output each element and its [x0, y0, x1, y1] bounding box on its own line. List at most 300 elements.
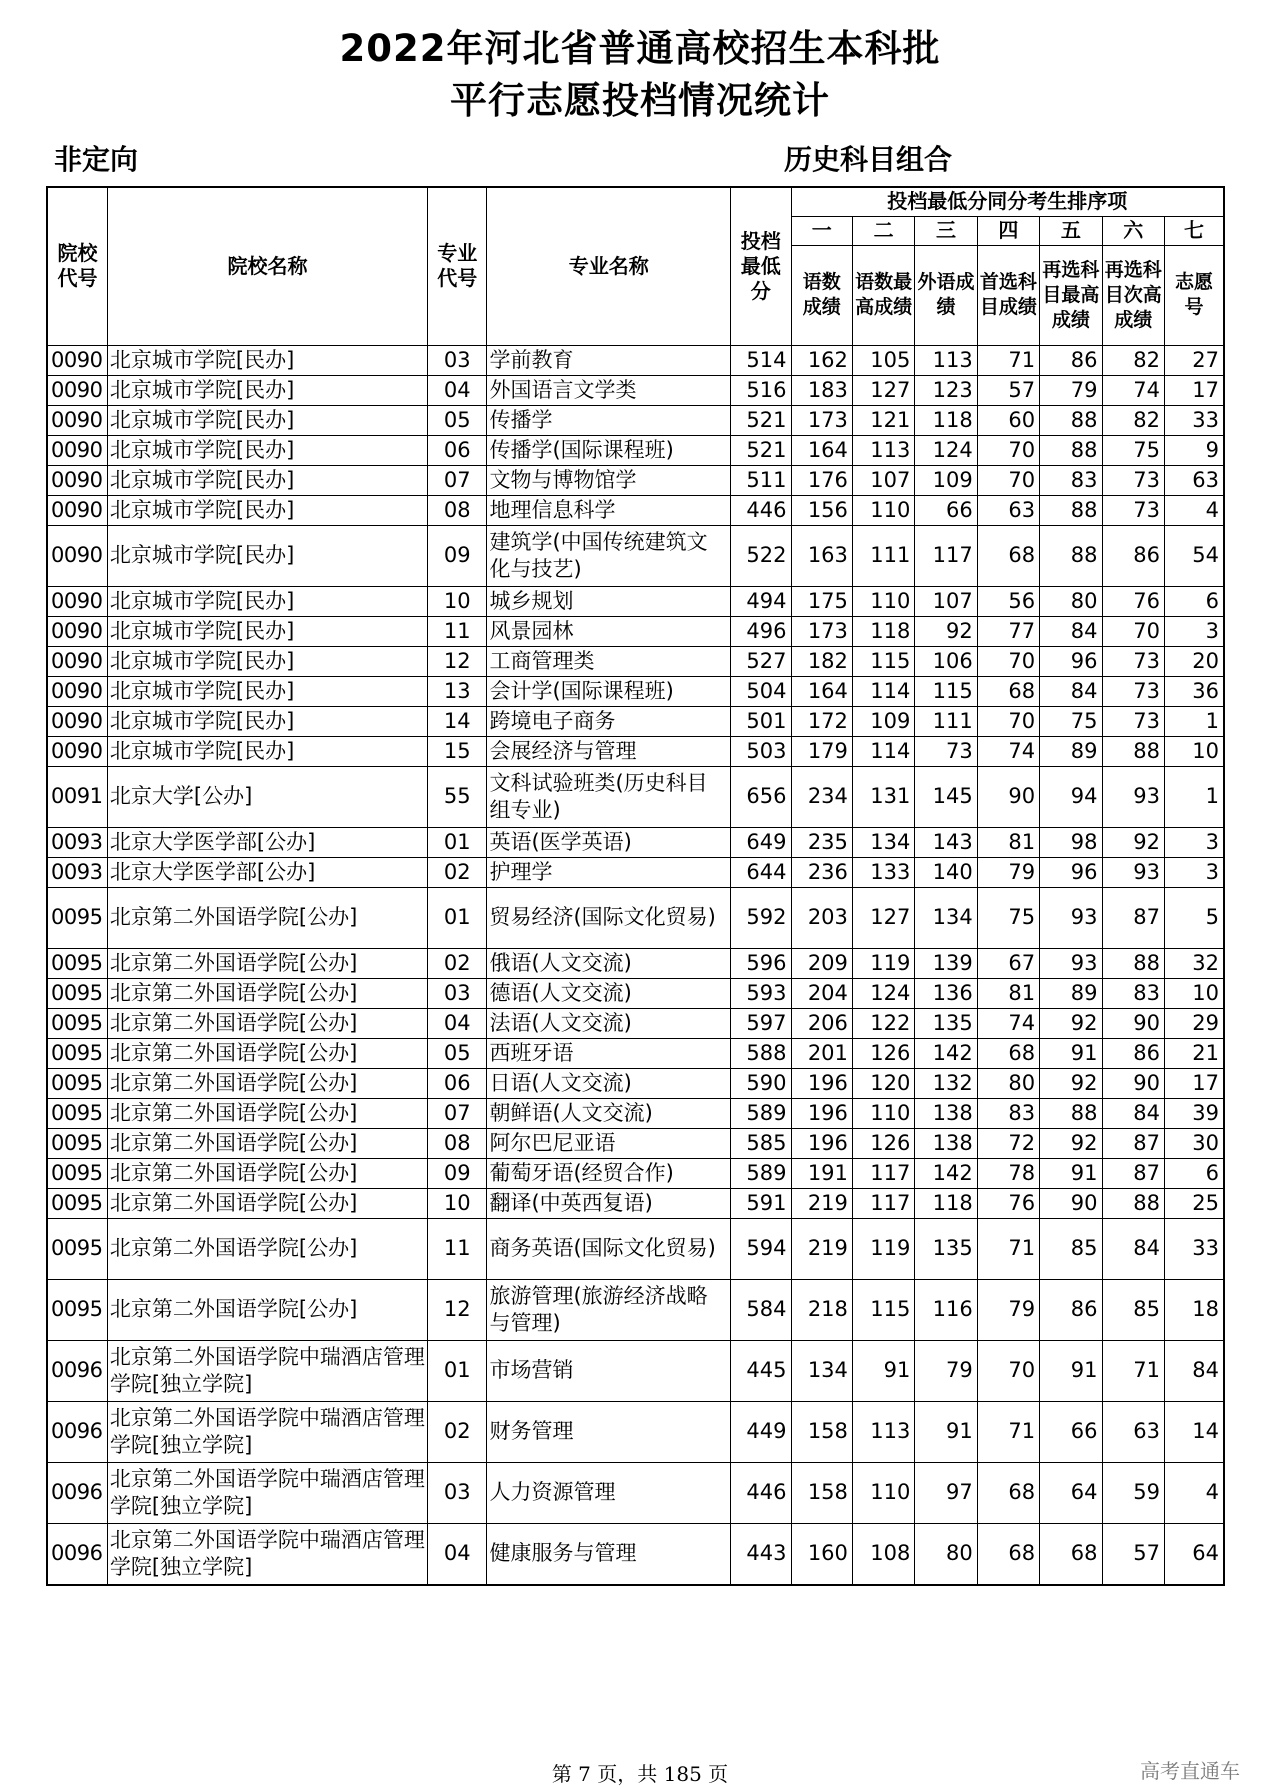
cell-c4: 81 — [977, 978, 1039, 1008]
cell-c2: 134 — [852, 827, 914, 857]
cell-c1: 162 — [791, 345, 852, 375]
cell-major-name: 市场营销 — [487, 1340, 731, 1401]
cell-c2: 127 — [852, 887, 914, 948]
cell-major-name: 工商管理类 — [487, 646, 731, 676]
cell-c2: 118 — [852, 616, 914, 646]
cell-c4: 70 — [977, 1340, 1039, 1401]
cell-school-code: 0095 — [47, 1068, 107, 1098]
header-order-6: 六 — [1102, 216, 1164, 245]
header-major-code: 专业代号 — [428, 187, 487, 345]
cell-c6: 92 — [1102, 827, 1164, 857]
cell-school-code: 0091 — [47, 766, 107, 827]
cell-school-code: 0090 — [47, 586, 107, 616]
cell-c5: 93 — [1040, 948, 1102, 978]
cell-c7: 4 — [1164, 1462, 1224, 1523]
cell-school-name: 北京第二外国语学院中瑞酒店管理学院[独立学院] — [107, 1462, 427, 1523]
cell-c7: 25 — [1164, 1188, 1224, 1218]
cell-c4: 60 — [977, 405, 1039, 435]
cell-school-code: 0090 — [47, 525, 107, 586]
cell-c5: 89 — [1040, 978, 1102, 1008]
cell-c7: 17 — [1164, 1068, 1224, 1098]
cell-major-name: 学前教育 — [487, 345, 731, 375]
cell-major-code: 11 — [428, 1218, 487, 1279]
cell-c1: 179 — [791, 736, 852, 766]
cell-school-code: 0095 — [47, 1008, 107, 1038]
header-tie-col-2: 语数最高成绩 — [852, 245, 914, 345]
cell-school-code: 0095 — [47, 1038, 107, 1068]
cell-c4: 74 — [977, 1008, 1039, 1038]
header-school-code: 院校代号 — [47, 187, 107, 345]
cell-min-score: 511 — [731, 465, 791, 495]
cell-major-name: 阿尔巴尼亚语 — [487, 1128, 731, 1158]
cell-c1: 235 — [791, 827, 852, 857]
cell-c3: 145 — [915, 766, 977, 827]
cell-c3: 142 — [915, 1038, 977, 1068]
cell-c6: 93 — [1102, 857, 1164, 887]
cell-c3: 80 — [915, 1523, 977, 1585]
cell-c5: 88 — [1040, 1098, 1102, 1128]
cell-school-code: 0095 — [47, 978, 107, 1008]
table-row — [47, 1098, 1224, 1128]
cell-c7: 30 — [1164, 1128, 1224, 1158]
cell-c2: 121 — [852, 405, 914, 435]
table-row — [47, 375, 1224, 405]
cell-c6: 86 — [1102, 1038, 1164, 1068]
cell-c5: 91 — [1040, 1158, 1102, 1188]
cell-major-code: 05 — [428, 1038, 487, 1068]
cell-c3: 66 — [915, 495, 977, 525]
cell-school-name: 北京第二外国语学院[公办] — [107, 978, 427, 1008]
cell-school-name: 北京城市学院[民办] — [107, 646, 427, 676]
admission-table — [46, 186, 1225, 1586]
cell-major-name: 旅游管理(旅游经济战略与管理) — [487, 1279, 731, 1340]
cell-c4: 79 — [977, 1279, 1039, 1340]
cell-c5: 91 — [1040, 1038, 1102, 1068]
cell-school-code: 0095 — [47, 1218, 107, 1279]
cell-c5: 64 — [1040, 1462, 1102, 1523]
cell-min-score: 504 — [731, 676, 791, 706]
cell-c7: 36 — [1164, 676, 1224, 706]
cell-c4: 68 — [977, 1523, 1039, 1585]
cell-c2: 110 — [852, 495, 914, 525]
cell-c7: 33 — [1164, 1218, 1224, 1279]
header-tie-col-1: 语数成绩 — [791, 245, 852, 345]
cell-school-name: 北京城市学院[民办] — [107, 375, 427, 405]
cell-c7: 5 — [1164, 887, 1224, 948]
cell-major-code: 14 — [428, 706, 487, 736]
table-row — [47, 1038, 1224, 1068]
cell-major-code: 12 — [428, 1279, 487, 1340]
cell-c2: 91 — [852, 1340, 914, 1401]
cell-major-name: 商务英语(国际文化贸易) — [487, 1218, 731, 1279]
cell-c5: 84 — [1040, 616, 1102, 646]
cell-c1: 134 — [791, 1340, 852, 1401]
cell-major-name: 护理学 — [487, 857, 731, 887]
cell-min-score: 527 — [731, 646, 791, 676]
cell-school-code: 0090 — [47, 736, 107, 766]
cell-school-name: 北京第二外国语学院中瑞酒店管理学院[独立学院] — [107, 1523, 427, 1585]
cell-min-score: 446 — [731, 495, 791, 525]
cell-c5: 66 — [1040, 1401, 1102, 1462]
cell-c2: 126 — [852, 1128, 914, 1158]
table-row — [47, 1158, 1224, 1188]
cell-school-name: 北京第二外国语学院中瑞酒店管理学院[独立学院] — [107, 1340, 427, 1401]
cell-major-name: 建筑学(中国传统建筑文化与技艺) — [487, 525, 731, 586]
cell-c5: 94 — [1040, 766, 1102, 827]
cell-major-code: 06 — [428, 435, 487, 465]
subtitle-left: 非定向 — [54, 143, 139, 176]
table-row — [47, 345, 1224, 375]
cell-c3: 135 — [915, 1008, 977, 1038]
cell-c3: 73 — [915, 736, 977, 766]
cell-school-name: 北京第二外国语学院[公办] — [107, 1158, 427, 1188]
cell-min-score: 596 — [731, 948, 791, 978]
cell-school-code: 0095 — [47, 1188, 107, 1218]
cell-c1: 175 — [791, 586, 852, 616]
cell-c1: 163 — [791, 525, 852, 586]
header-tie-col-3: 外语成绩 — [915, 245, 977, 345]
cell-c5: 85 — [1040, 1218, 1102, 1279]
cell-major-code: 13 — [428, 676, 487, 706]
cell-c1: 172 — [791, 706, 852, 736]
cell-c4: 57 — [977, 375, 1039, 405]
cell-c6: 87 — [1102, 887, 1164, 948]
cell-c7: 3 — [1164, 827, 1224, 857]
cell-c4: 70 — [977, 646, 1039, 676]
cell-major-code: 12 — [428, 646, 487, 676]
cell-c7: 27 — [1164, 345, 1224, 375]
cell-c5: 98 — [1040, 827, 1102, 857]
cell-c3: 106 — [915, 646, 977, 676]
table-row — [47, 706, 1224, 736]
cell-min-score: 522 — [731, 525, 791, 586]
cell-major-code: 07 — [428, 1098, 487, 1128]
cell-min-score: 446 — [731, 1462, 791, 1523]
cell-c1: 182 — [791, 646, 852, 676]
table-row — [47, 1068, 1224, 1098]
cell-c7: 1 — [1164, 766, 1224, 827]
cell-school-code: 0090 — [47, 465, 107, 495]
cell-c2: 117 — [852, 1188, 914, 1218]
cell-c3: 143 — [915, 827, 977, 857]
cell-school-code: 0095 — [47, 1158, 107, 1188]
cell-c3: 142 — [915, 1158, 977, 1188]
table-row — [47, 1401, 1224, 1462]
table-row — [47, 676, 1224, 706]
cell-major-name: 法语(人文交流) — [487, 1008, 731, 1038]
cell-c5: 92 — [1040, 1068, 1102, 1098]
cell-major-name: 德语(人文交流) — [487, 978, 731, 1008]
cell-major-code: 03 — [428, 978, 487, 1008]
cell-c7: 21 — [1164, 1038, 1224, 1068]
cell-school-code: 0095 — [47, 948, 107, 978]
cell-c4: 71 — [977, 1218, 1039, 1279]
cell-min-score: 584 — [731, 1279, 791, 1340]
cell-c7: 17 — [1164, 375, 1224, 405]
cell-c2: 124 — [852, 978, 914, 1008]
table-row — [47, 405, 1224, 435]
cell-c3: 140 — [915, 857, 977, 887]
cell-c4: 79 — [977, 857, 1039, 887]
cell-c3: 109 — [915, 465, 977, 495]
cell-major-name: 风景园林 — [487, 616, 731, 646]
cell-c3: 123 — [915, 375, 977, 405]
cell-c3: 139 — [915, 948, 977, 978]
table-row — [47, 766, 1224, 827]
cell-c4: 76 — [977, 1188, 1039, 1218]
cell-c1: 204 — [791, 978, 852, 1008]
cell-min-score: 644 — [731, 857, 791, 887]
cell-major-name: 传播学(国际课程班) — [487, 435, 731, 465]
cell-school-name: 北京第二外国语学院[公办] — [107, 948, 427, 978]
cell-c2: 133 — [852, 857, 914, 887]
cell-c6: 73 — [1102, 706, 1164, 736]
cell-major-code: 02 — [428, 857, 487, 887]
cell-c2: 120 — [852, 1068, 914, 1098]
cell-major-name: 会展经济与管理 — [487, 736, 731, 766]
cell-c4: 67 — [977, 948, 1039, 978]
table-row — [47, 616, 1224, 646]
cell-major-code: 02 — [428, 948, 487, 978]
page-number: 第 7 页，共 185 页 — [551, 1762, 729, 1786]
cell-c5: 92 — [1040, 1128, 1102, 1158]
cell-major-code: 08 — [428, 495, 487, 525]
cell-min-score: 656 — [731, 766, 791, 827]
cell-c2: 114 — [852, 676, 914, 706]
cell-c6: 83 — [1102, 978, 1164, 1008]
cell-c1: 160 — [791, 1523, 852, 1585]
cell-c7: 6 — [1164, 1158, 1224, 1188]
cell-major-name: 英语(医学英语) — [487, 827, 731, 857]
cell-c5: 91 — [1040, 1340, 1102, 1401]
cell-school-code: 0096 — [47, 1401, 107, 1462]
cell-school-code: 0096 — [47, 1462, 107, 1523]
cell-c1: 234 — [791, 766, 852, 827]
cell-school-code: 0090 — [47, 495, 107, 525]
cell-school-name: 北京城市学院[民办] — [107, 676, 427, 706]
cell-c6: 87 — [1102, 1128, 1164, 1158]
cell-major-name: 翻译(中英西复语) — [487, 1188, 731, 1218]
cell-c1: 206 — [791, 1008, 852, 1038]
cell-school-code: 0093 — [47, 827, 107, 857]
cell-c5: 92 — [1040, 1008, 1102, 1038]
table-row — [47, 1523, 1224, 1585]
header-school-name: 院校名称 — [107, 187, 427, 345]
cell-c3: 118 — [915, 1188, 977, 1218]
cell-c7: 9 — [1164, 435, 1224, 465]
cell-major-code: 05 — [428, 405, 487, 435]
cell-c1: 196 — [791, 1098, 852, 1128]
cell-c5: 75 — [1040, 706, 1102, 736]
cell-c4: 80 — [977, 1068, 1039, 1098]
cell-c6: 73 — [1102, 646, 1164, 676]
cell-min-score: 521 — [731, 435, 791, 465]
cell-major-name: 贸易经济(国际文化贸易) — [487, 887, 731, 948]
cell-min-score: 585 — [731, 1128, 791, 1158]
cell-major-name: 文科试验班类(历史科目组专业) — [487, 766, 731, 827]
cell-major-code: 07 — [428, 465, 487, 495]
cell-school-code: 0093 — [47, 857, 107, 887]
cell-major-name: 会计学(国际课程班) — [487, 676, 731, 706]
cell-school-name: 北京第二外国语学院[公办] — [107, 1038, 427, 1068]
cell-c6: 63 — [1102, 1401, 1164, 1462]
cell-major-name: 葡萄牙语(经贸合作) — [487, 1158, 731, 1188]
header-tie-col-7: 志愿号 — [1164, 245, 1224, 345]
cell-c7: 14 — [1164, 1401, 1224, 1462]
cell-c4: 70 — [977, 706, 1039, 736]
cell-min-score: 494 — [731, 586, 791, 616]
cell-school-code: 0090 — [47, 616, 107, 646]
cell-major-name: 财务管理 — [487, 1401, 731, 1462]
cell-c4: 56 — [977, 586, 1039, 616]
table-body — [47, 345, 1224, 1585]
cell-c7: 4 — [1164, 495, 1224, 525]
cell-c7: 6 — [1164, 586, 1224, 616]
cell-c4: 81 — [977, 827, 1039, 857]
cell-c5: 84 — [1040, 676, 1102, 706]
cell-major-code: 02 — [428, 1401, 487, 1462]
table-row — [47, 1128, 1224, 1158]
cell-c6: 59 — [1102, 1462, 1164, 1523]
header-order-1: 一 — [791, 216, 852, 245]
cell-c4: 72 — [977, 1128, 1039, 1158]
cell-c3: 115 — [915, 676, 977, 706]
cell-c7: 33 — [1164, 405, 1224, 435]
cell-c4: 77 — [977, 616, 1039, 646]
cell-major-name: 日语(人文交流) — [487, 1068, 731, 1098]
cell-school-code: 0090 — [47, 345, 107, 375]
cell-c3: 134 — [915, 887, 977, 948]
cell-major-code: 04 — [428, 1008, 487, 1038]
header-tie-col-6: 再选科目次高成绩 — [1102, 245, 1164, 345]
cell-school-code: 0096 — [47, 1523, 107, 1585]
cell-c1: 201 — [791, 1038, 852, 1068]
cell-c7: 54 — [1164, 525, 1224, 586]
page-title-line1: 2022年河北省普通高校招生本科批 — [339, 27, 941, 70]
cell-min-score: 449 — [731, 1401, 791, 1462]
cell-school-code: 0090 — [47, 706, 107, 736]
cell-major-name: 跨境电子商务 — [487, 706, 731, 736]
cell-c6: 90 — [1102, 1068, 1164, 1098]
cell-major-name: 文物与博物馆学 — [487, 465, 731, 495]
cell-c4: 68 — [977, 676, 1039, 706]
cell-c7: 3 — [1164, 616, 1224, 646]
cell-major-code: 08 — [428, 1128, 487, 1158]
cell-min-score: 445 — [731, 1340, 791, 1401]
cell-c5: 88 — [1040, 405, 1102, 435]
page-title-line2: 平行志愿投档情况统计 — [450, 79, 830, 122]
cell-min-score: 592 — [731, 887, 791, 948]
cell-c4: 68 — [977, 525, 1039, 586]
cell-min-score: 589 — [731, 1098, 791, 1128]
cell-c5: 88 — [1040, 525, 1102, 586]
cell-c2: 110 — [852, 586, 914, 616]
header-major-name: 专业名称 — [487, 187, 731, 345]
cell-school-code: 0090 — [47, 375, 107, 405]
cell-c3: 92 — [915, 616, 977, 646]
cell-c6: 75 — [1102, 435, 1164, 465]
table-row — [47, 435, 1224, 465]
cell-school-name: 北京大学[公办] — [107, 766, 427, 827]
cell-c3: 136 — [915, 978, 977, 1008]
cell-c1: 219 — [791, 1218, 852, 1279]
cell-c6: 87 — [1102, 1158, 1164, 1188]
cell-school-name: 北京第二外国语学院[公办] — [107, 1068, 427, 1098]
cell-c7: 3 — [1164, 857, 1224, 887]
cell-c6: 88 — [1102, 736, 1164, 766]
cell-c4: 74 — [977, 736, 1039, 766]
cell-major-code: 03 — [428, 1462, 487, 1523]
cell-major-code: 04 — [428, 1523, 487, 1585]
cell-c5: 89 — [1040, 736, 1102, 766]
cell-c3: 135 — [915, 1218, 977, 1279]
cell-c2: 113 — [852, 435, 914, 465]
cell-c3: 91 — [915, 1401, 977, 1462]
cell-c2: 122 — [852, 1008, 914, 1038]
cell-major-name: 传播学 — [487, 405, 731, 435]
cell-min-score: 496 — [731, 616, 791, 646]
cell-major-name: 朝鲜语(人文交流) — [487, 1098, 731, 1128]
cell-c2: 117 — [852, 1158, 914, 1188]
cell-major-code: 04 — [428, 375, 487, 405]
table-row — [47, 1462, 1224, 1523]
cell-min-score: 593 — [731, 978, 791, 1008]
cell-c3: 97 — [915, 1462, 977, 1523]
cell-c4: 90 — [977, 766, 1039, 827]
cell-school-name: 北京城市学院[民办] — [107, 616, 427, 646]
header-order-3: 三 — [915, 216, 977, 245]
cell-c5: 86 — [1040, 1279, 1102, 1340]
cell-c2: 115 — [852, 646, 914, 676]
cell-c1: 236 — [791, 857, 852, 887]
cell-c7: 29 — [1164, 1008, 1224, 1038]
cell-school-name: 北京城市学院[民办] — [107, 435, 427, 465]
header-tie-col-5: 再选科目最高成绩 — [1040, 245, 1102, 345]
cell-school-name: 北京大学医学部[公办] — [107, 857, 427, 887]
cell-c7: 20 — [1164, 646, 1224, 676]
subtitle-right: 历史科目组合 — [784, 143, 953, 176]
cell-c2: 126 — [852, 1038, 914, 1068]
cell-c6: 88 — [1102, 1188, 1164, 1218]
cell-major-code: 10 — [428, 586, 487, 616]
cell-c4: 70 — [977, 465, 1039, 495]
cell-c7: 10 — [1164, 736, 1224, 766]
cell-c7: 1 — [1164, 706, 1224, 736]
cell-min-score: 443 — [731, 1523, 791, 1585]
cell-c1: 156 — [791, 495, 852, 525]
cell-c6: 73 — [1102, 495, 1164, 525]
cell-c3: 79 — [915, 1340, 977, 1401]
cell-c2: 115 — [852, 1279, 914, 1340]
cell-c5: 96 — [1040, 646, 1102, 676]
cell-c7: 39 — [1164, 1098, 1224, 1128]
cell-min-score: 597 — [731, 1008, 791, 1038]
cell-c2: 105 — [852, 345, 914, 375]
cell-school-name: 北京第二外国语学院[公办] — [107, 1008, 427, 1038]
cell-c4: 83 — [977, 1098, 1039, 1128]
table-row — [47, 978, 1224, 1008]
header-tie-group: 投档最低分同分考生排序项 — [791, 187, 1224, 216]
cell-c6: 71 — [1102, 1340, 1164, 1401]
cell-major-code: 15 — [428, 736, 487, 766]
cell-c3: 124 — [915, 435, 977, 465]
cell-c6: 85 — [1102, 1279, 1164, 1340]
cell-major-name: 地理信息科学 — [487, 495, 731, 525]
cell-min-score: 516 — [731, 375, 791, 405]
cell-c6: 76 — [1102, 586, 1164, 616]
table-row — [47, 465, 1224, 495]
cell-c5: 88 — [1040, 435, 1102, 465]
